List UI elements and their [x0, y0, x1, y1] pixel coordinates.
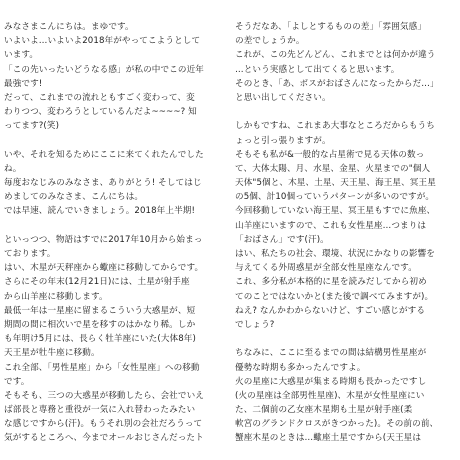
- text-line: そのとき、「あ、ボスがおばさんになったからだ…」: [235, 78, 439, 89]
- text-line: な感じですから(汗)。もうそれ別の会社だろうって: [4, 419, 203, 430]
- text-line: ょっと引っ張りますが。: [235, 135, 331, 146]
- text-line: といっつつ、物語はすでに2017年10月から始まっ: [4, 234, 203, 245]
- text-line: 毎度おなじみのみなさま、ありがとう! そしてはじ: [4, 178, 202, 189]
- text-line: …という実感として出てくると思います。: [235, 64, 400, 75]
- text-line: も年明け5月には、長らく牡羊座にいた(大体8年): [4, 334, 196, 345]
- text-line: これ、多分私が本格的に星を読みだしてから初め: [235, 277, 427, 288]
- text-line: はい、木星が天秤座から蠍座に移動してからです。: [4, 263, 204, 274]
- text-line: の差でしょうか。: [235, 36, 305, 47]
- text-line: これが、この先どんどん、これまでとは何かが違う: [235, 50, 436, 61]
- text-line: の5個、計10個っていうパターンが多いのですが。: [235, 192, 435, 203]
- text-line: さらにその年末(12月21日)には、土星が射手座: [4, 277, 190, 288]
- paragraph-gap: [235, 105, 447, 119]
- text-line: はい、私たちの社会、環境、状況にかなりの影響を: [235, 249, 435, 259]
- text-line: いよいよ…いよいよ2018年がやってこようとして: [4, 36, 201, 47]
- text-line: 軟宮のグランドクロスがきつかった)。その前の前、: [235, 419, 439, 430]
- text-line: 優勢な時期も多かったんですよ。: [235, 362, 366, 373]
- text-line: だって、これまでの流れともすごく変わって、変: [4, 92, 195, 103]
- text-line: て、大体太陽、月、水星、金星、火星までの"個人: [235, 163, 431, 174]
- text-line: 蟹座木星のときは…蠍座土星ですから(天王星は: [235, 433, 422, 444]
- text-line: 気がするところへ、今までオールおじさんだったト: [4, 433, 204, 444]
- text-line: では早速、読んでいきましょう。2018年上半期!: [4, 206, 195, 217]
- text-line: 「この先いったいどうなる感」が私の中でこの近年: [4, 64, 204, 75]
- text-line: これ全部、「男性星座」から「女性星座」への移動: [4, 362, 200, 373]
- paragraph-greeting: [4, 148, 216, 219]
- text-line: ちなみに、ここに至るまでの間は結構男性星座が: [235, 348, 427, 359]
- text-line: から山羊座に移動します。: [4, 291, 108, 302]
- text-line: ってます?(笑): [4, 121, 60, 132]
- text-line: ねえ? なんかわからないけど、すごい感じがする: [235, 305, 426, 316]
- text-line: ね。: [4, 163, 22, 174]
- text-line: た、二個前の乙女座木星期も土星が射手座(柔: [235, 405, 413, 416]
- text-line: 期間の間に相次いで星を移すのはかなり稀。しか: [4, 319, 196, 330]
- paragraph-gap: [4, 134, 216, 148]
- text-line: 今回移動していない海王星、冥王星もすでに魚座、: [235, 206, 436, 217]
- right-column: [235, 20, 447, 446]
- text-line: 天王星が牡牛座に移動。: [4, 348, 100, 359]
- text-line: います。: [4, 50, 39, 61]
- text-line: でしょう?: [235, 319, 275, 330]
- text-line: 天体"5個と、木星、土星、天王星、海王星、冥王星: [235, 178, 436, 189]
- text-line: そもそも、三つの大惑星が移動したら、会社でいえ: [4, 390, 204, 401]
- text-line: そうだなあ、「よしとするものの差」「雰囲気感」: [235, 22, 427, 32]
- text-line: と思い出してください。: [235, 92, 331, 103]
- text-line: ております。: [4, 249, 56, 259]
- text-line: てのことではないかと(また後で調べてみますが)。: [235, 291, 434, 302]
- text-line: わりつつ、変わろうとしているんだよ~~~~? 知: [4, 107, 197, 118]
- text-line: いや、それを知るためにここに来てくれたんでした: [4, 149, 204, 160]
- text-line: みなさまこんにちは。まゆです。: [4, 22, 134, 32]
- text-line: めましてのみなさま、こんにちは。: [4, 192, 144, 203]
- text-line: 最低一年は一星座に留まるこういう大惑星が、短: [4, 305, 196, 316]
- paragraph-atmosphere: [235, 20, 447, 105]
- text-line: (火の星座は全部男性星座)、木星が女性星座にい: [235, 390, 425, 401]
- paragraph-gap: [235, 332, 447, 346]
- text-line: 火の星座に大惑星が集まる時期も長かったですし: [235, 376, 427, 387]
- paragraph-intro: [4, 20, 216, 134]
- text-line: 与えてくる外周惑星が全部女性星座なんです。: [235, 263, 417, 274]
- paragraph-outer-planets: [235, 119, 447, 332]
- text-line: そもそも私が&一般的な占星術で見る天体の数っ: [235, 149, 425, 160]
- text-line: です。: [4, 376, 30, 387]
- text-line: 山羊座にいますので、これも女性星座…つまりは: [235, 220, 427, 231]
- paragraph-gap: [4, 219, 216, 233]
- left-column: [4, 20, 216, 446]
- text-line: ば部長と専務と重役が一気に入れ替わったみたい: [4, 405, 196, 416]
- text-line: 最強です!: [4, 78, 43, 89]
- paragraph-planets-moving: [4, 233, 216, 446]
- paragraph-male-signs: [235, 346, 447, 445]
- text-line: 「おばさん」です(汗)。: [235, 234, 329, 245]
- text-line: しかもですね、これまあ大事なところだからもうち: [235, 121, 435, 132]
